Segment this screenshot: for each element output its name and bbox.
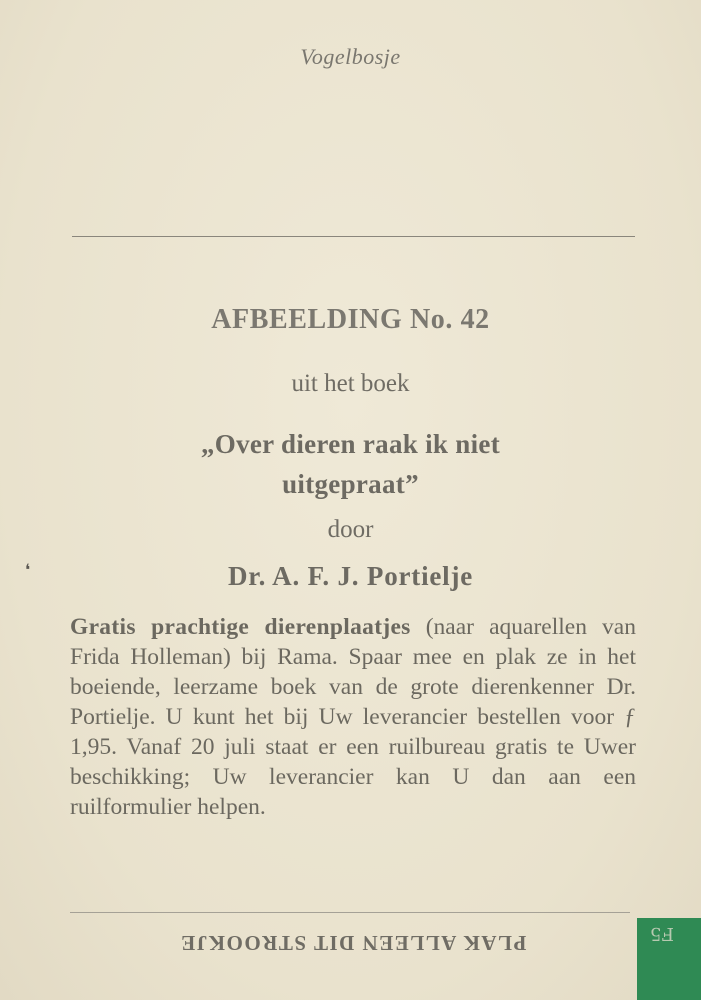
strip-label: PLAK ALLEEN DIT STROOKJE <box>179 931 527 955</box>
book-title-line-2: uitgepraat” <box>282 469 419 499</box>
cut-line <box>70 912 630 913</box>
author-name: Dr. A. F. J. Portielje <box>227 561 474 591</box>
from-book-label: uit het boek <box>291 370 410 397</box>
divider-line <box>72 236 635 237</box>
picture-number-heading: AFBEELDING No. 42 <box>211 304 490 335</box>
by-label: door <box>327 516 374 543</box>
body-paragraph <box>70 612 636 822</box>
book-title-line-1: „Over dieren raak ik niet <box>201 429 500 459</box>
body-lead: Gratis prachtige dierenplaatjes <box>70 614 411 640</box>
picture-caption: Vogelbosje <box>300 44 401 69</box>
body-rest: (naar aquarellen van Frida Holleman) bij Rama. Spaar mee en plak ze in het boeiende, leerzame boek van de grote dierenkenner Dr. Portielje. U kunt het bij Uw leverancier bestellen voor ƒ 1,95. Vanaf 20 juli staat er een ruilbureau gratis te Uwer beschikking; Uw leverancier kan U dan aan een ruilformulier helpen. <box>70 614 636 820</box>
corner-code: F5 <box>650 923 674 944</box>
ink-speck: ❛ <box>25 560 31 579</box>
book-title <box>0 424 701 504</box>
